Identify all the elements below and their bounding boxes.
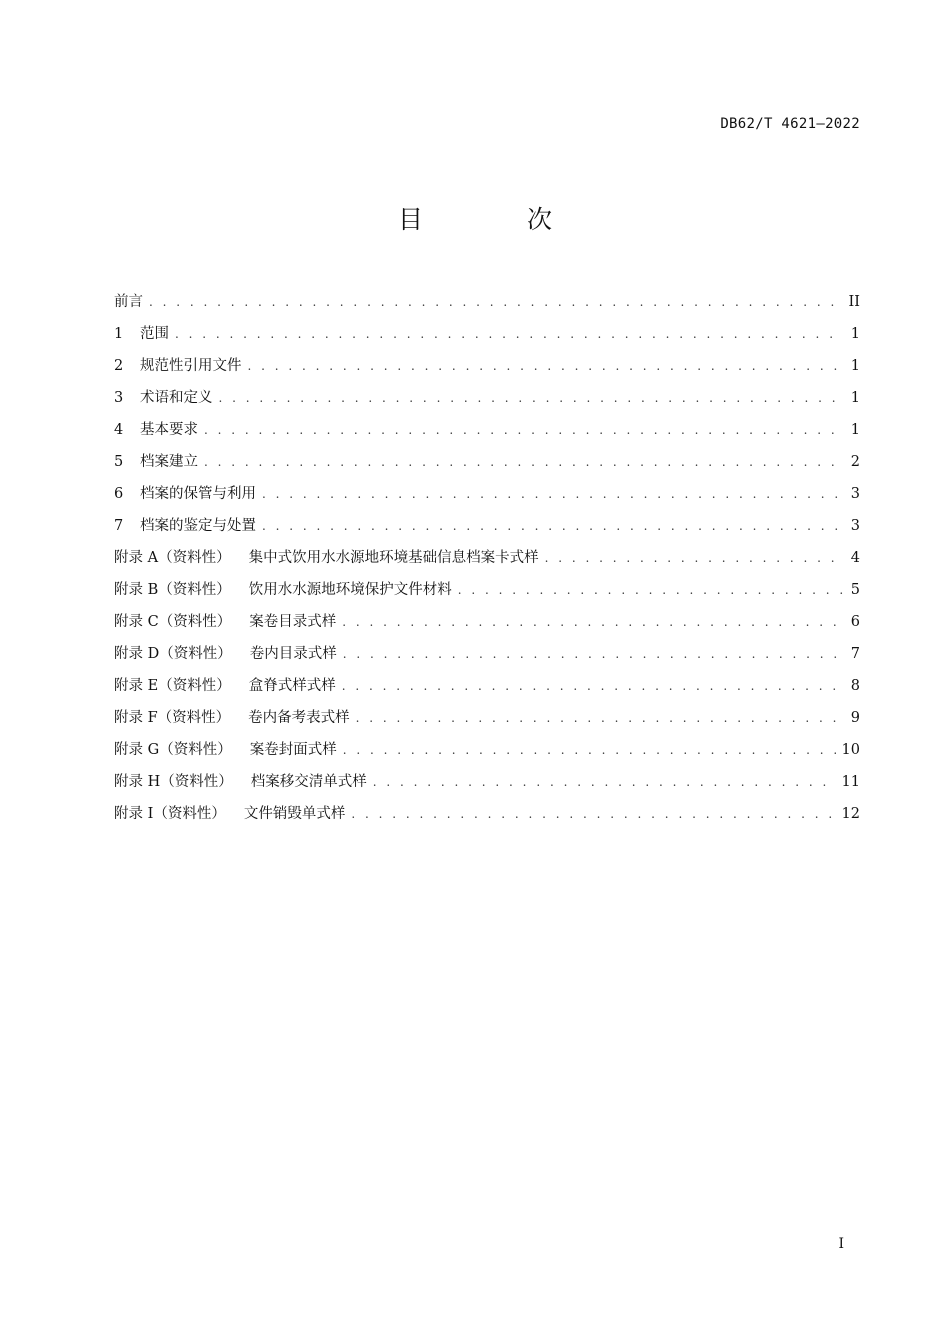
toc-entry-label: 6 档案的保管与利用 — [114, 478, 256, 510]
toc-entry-archive-establishment[interactable] — [114, 446, 860, 478]
toc-page-number: 3 — [850, 486, 860, 502]
toc-appendix-tag: 附录 A（资料性） — [114, 550, 231, 566]
toc-section-number: 7 — [114, 518, 124, 534]
toc-entry-label: 4 基本要求 — [114, 414, 198, 446]
toc-entry-label: 前言 — [114, 294, 143, 310]
toc-entry-label: 5 档案建立 — [114, 446, 198, 478]
toc-section-number: 3 — [114, 390, 124, 406]
toc-entry-appendix-i[interactable] — [114, 798, 860, 830]
toc-entry-label: 附录 A（资料性） 集中式饮用水水源地环境基础信息档案卡式样 — [114, 542, 539, 574]
toc-page-number: 10 — [841, 742, 860, 758]
toc-entry-label: 附录 I（资料性） 文件销毁单式样 — [114, 798, 345, 830]
toc-dot-leader — [219, 382, 845, 414]
toc-page-number: II — [848, 294, 860, 310]
toc-dot-leader — [373, 766, 836, 798]
toc-entry-appendix-d[interactable] — [114, 638, 860, 670]
toc-dot-leader — [204, 414, 844, 446]
toc-dot-leader — [262, 510, 844, 542]
toc-dot-leader — [149, 286, 843, 318]
toc-title: 目 次 — [398, 205, 600, 234]
toc-entry-scope[interactable] — [114, 318, 860, 350]
toc-section-number: 2 — [114, 358, 124, 374]
toc-page-number: 1 — [850, 390, 860, 406]
toc-dot-leader — [262, 478, 844, 510]
toc-dot-leader — [343, 734, 836, 766]
toc-entry-appendix-h[interactable] — [114, 766, 860, 798]
table-of-contents — [114, 286, 860, 830]
toc-entry-label: 附录 H（资料性） 档案移交清单式样 — [114, 766, 367, 798]
toc-page-number: 8 — [850, 678, 860, 694]
toc-page-number: 11 — [841, 774, 860, 790]
toc-dot-leader — [204, 446, 844, 478]
toc-page-number: 1 — [850, 326, 860, 342]
toc-entry-label: 2 规范性引用文件 — [114, 350, 242, 382]
toc-appendix-tag: 附录 I（资料性） — [114, 806, 226, 822]
toc-entry-appendix-e[interactable] — [114, 670, 860, 702]
toc-page-number: 12 — [841, 806, 860, 822]
toc-dot-leader — [545, 542, 844, 574]
toc-dot-leader — [458, 574, 844, 606]
toc-section-number: 4 — [114, 422, 124, 438]
document-code: DB62/T 4621—2022 — [720, 116, 860, 132]
toc-page-number: 2 — [850, 454, 860, 470]
toc-page-number: 1 — [850, 358, 860, 374]
toc-page-number: 6 — [850, 614, 860, 630]
toc-section-number: 6 — [114, 486, 124, 502]
toc-entry-terms-definitions[interactable] — [114, 382, 860, 414]
toc-page-number: 9 — [850, 710, 860, 726]
toc-dot-leader — [351, 798, 835, 830]
toc-entry-label: 附录 C（资料性） 案卷目录式样 — [114, 606, 336, 638]
toc-page-number: 1 — [850, 422, 860, 438]
toc-entry-foreword[interactable] — [114, 286, 860, 318]
toc-dot-leader — [356, 702, 844, 734]
toc-appendix-tag: 附录 E（资料性） — [114, 678, 231, 694]
toc-entry-appendix-f[interactable] — [114, 702, 860, 734]
toc-entry-label: 3 术语和定义 — [114, 382, 213, 414]
toc-dot-leader — [343, 638, 844, 670]
toc-entry-storage-use[interactable] — [114, 478, 860, 510]
toc-entry-label: 附录 D（资料性） 卷内目录式样 — [114, 638, 337, 670]
toc-entry-label: 附录 G（资料性） 案卷封面式样 — [114, 734, 337, 766]
toc-entry-appendix-a[interactable] — [114, 542, 860, 574]
toc-entry-appendix-c[interactable] — [114, 606, 860, 638]
toc-entry-appendix-b[interactable] — [114, 574, 860, 606]
toc-dot-leader — [342, 606, 844, 638]
toc-entry-label: 1 范围 — [114, 318, 169, 350]
toc-entry-appendix-g[interactable] — [114, 734, 860, 766]
toc-entry-label: 7 档案的鉴定与处置 — [114, 510, 256, 542]
toc-entry-label: 附录 E（资料性） 盒脊式样式样 — [114, 670, 336, 702]
toc-appendix-tag: 附录 H（资料性） — [114, 774, 233, 790]
toc-entry-appraisal-disposal[interactable] — [114, 510, 860, 542]
toc-entry-basic-requirements[interactable] — [114, 414, 860, 446]
footer-page-number: I — [838, 1236, 844, 1252]
toc-appendix-tag: 附录 C（资料性） — [114, 614, 232, 630]
toc-entry-normative-references[interactable] — [114, 350, 860, 382]
toc-page-number: 4 — [850, 550, 860, 566]
toc-dot-leader — [175, 318, 844, 350]
toc-page-number: 3 — [850, 518, 860, 534]
toc-page-number: 7 — [850, 646, 860, 662]
toc-section-number: 5 — [114, 454, 124, 470]
toc-appendix-tag: 附录 G（资料性） — [114, 742, 232, 758]
toc-appendix-tag: 附录 F（资料性） — [114, 710, 231, 726]
toc-dot-leader — [342, 670, 844, 702]
toc-dot-leader — [248, 350, 845, 382]
toc-page-number: 5 — [850, 582, 860, 598]
toc-appendix-tag: 附录 D（资料性） — [114, 646, 232, 662]
toc-entry-label: 附录 F（资料性） 卷内备考表式样 — [114, 702, 350, 734]
toc-appendix-tag: 附录 B（资料性） — [114, 582, 231, 598]
toc-entry-label: 附录 B（资料性） 饮用水水源地环境保护文件材料 — [114, 574, 452, 606]
toc-section-number: 1 — [114, 326, 124, 342]
